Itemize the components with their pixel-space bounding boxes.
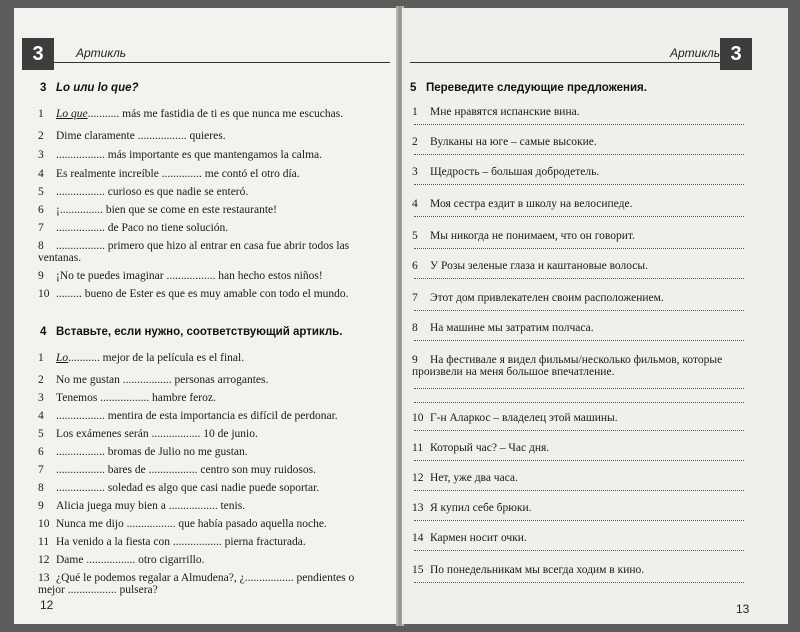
answer-line: [414, 402, 744, 403]
ex5-item-6: [412, 260, 648, 272]
ex5-item-14: [412, 532, 527, 544]
ex3-item-4: [38, 168, 300, 180]
item-text: Los exámenes serán ................. 10 de junio.: [56, 428, 258, 440]
ex4-item-9: [38, 500, 245, 512]
item-number: 10: [38, 288, 50, 300]
ex5-item-3: [412, 166, 599, 178]
header-rule-right: [410, 62, 728, 63]
ex3-item-5: [38, 186, 248, 198]
answer-line: [414, 310, 744, 311]
item-text: ................. bromas de Julio no me gustan.: [56, 446, 248, 458]
item-text: Nunca me dijo ................. que había pasado aquella noche.: [56, 518, 327, 530]
item-text: ................. mentira de esta importancia es difícil de perdonar.: [56, 410, 338, 422]
ex4-item-2: [38, 374, 268, 386]
item-number: 6: [38, 446, 44, 458]
ex4-item-3: [38, 392, 216, 404]
item-number: 5: [38, 186, 44, 198]
item-number: 3: [38, 392, 44, 404]
item-text: ¡............... bien que se come en este restaurante!: [56, 204, 277, 216]
item-number: 4: [38, 168, 44, 180]
answer-line: [414, 490, 744, 491]
ex4-item-8: [38, 482, 319, 494]
sample-answer: Lo: [56, 352, 69, 364]
item-number: 8: [38, 482, 44, 494]
item-text: ......... bueno de Ester es que es muy amable con todo el mundo.: [56, 288, 349, 300]
item-number: 3: [38, 149, 44, 161]
item-text: ........... más me fastidia de ti es que nunca me escuchas.: [87, 108, 344, 120]
ex3-item-6: [38, 204, 277, 216]
answer-line: [414, 278, 744, 279]
exercise-4-title: [40, 326, 342, 338]
ex4-item-6: [38, 446, 248, 458]
item-number: 3: [412, 166, 418, 178]
answer-line: [414, 550, 744, 551]
item-number: 15: [412, 564, 424, 576]
header-title: Артикль: [76, 46, 127, 60]
item-number: 1: [38, 108, 44, 120]
ex3-item-1: [38, 108, 343, 120]
ex5-item-2: [412, 136, 597, 148]
item-number: 9: [38, 500, 44, 512]
ex3-item-2: [38, 130, 226, 142]
ex4-item-1: [38, 352, 244, 364]
ex5-item-7: [412, 292, 664, 304]
item-number: 2: [412, 136, 418, 148]
item-number: 5: [38, 428, 44, 440]
item-number: 4: [412, 198, 418, 210]
answer-line: [414, 124, 744, 125]
item-number: 6: [412, 260, 418, 272]
answer-line: [414, 248, 744, 249]
answer-line: [414, 340, 744, 341]
item-number: 11: [38, 536, 50, 548]
ex5-item-12: [412, 472, 518, 484]
item-text: ¿Qué le podemos regalar a Almudena?, ¿................. pendientes o mejor ................. pulsera?: [38, 572, 355, 596]
item-number: 7: [38, 464, 44, 476]
ex4-item-10: [38, 518, 327, 530]
exercise-5-number: 5: [410, 82, 417, 94]
item-text: Ha venido a la fiesta con ................. pierna fracturada.: [56, 536, 306, 548]
ex4-item-13: [38, 572, 382, 596]
item-text: Кармен носит очки.: [430, 532, 527, 544]
exercise-3-number: 3: [40, 82, 47, 94]
answer-line: [414, 184, 744, 185]
answer-line: [414, 430, 744, 431]
ex4-item-5: [38, 428, 258, 440]
ex5-item-11: [412, 442, 549, 454]
item-text: ................. más importante es que mantengamos la calma.: [56, 149, 323, 161]
chapter-number-badge-right: 3: [720, 38, 752, 70]
item-text: Я купил себе брюки.: [430, 502, 532, 514]
item-number: 10: [38, 518, 50, 530]
item-text: Нет, уже два часа.: [430, 472, 518, 484]
item-number: 11: [412, 442, 424, 454]
item-text: Вулканы на юге – самые высокие.: [430, 136, 597, 148]
item-number: 7: [412, 292, 418, 304]
chapter-number-badge: 3: [22, 38, 54, 70]
header-title-right: Артикль: [670, 46, 721, 60]
item-text: Dame ................. otro cigarrillo.: [56, 554, 205, 566]
item-number: 9: [412, 354, 418, 366]
ex5-item-5: [412, 230, 635, 242]
ex3-item-9: [38, 270, 323, 282]
ex5-item-8: [412, 322, 594, 334]
ex5-item-9: [412, 354, 742, 378]
exercise-3-instruction: Lo или lo que?: [56, 82, 139, 94]
item-number: 14: [412, 532, 424, 544]
ex5-item-1: [412, 106, 580, 118]
item-text: ................. curioso es que nadie se enteró.: [56, 186, 249, 198]
ex4-item-7: [38, 464, 316, 476]
item-text: ........... mejor de la película es el final.: [68, 352, 245, 364]
exercise-4-number: 4: [40, 326, 47, 338]
ex3-item-3: [38, 149, 322, 161]
item-text: Щедрость – большая добродетель.: [430, 166, 600, 178]
ex3-item-8: [38, 240, 378, 264]
item-text: Который час? – Час дня.: [430, 442, 550, 454]
answer-line: [414, 520, 744, 521]
right-page: [402, 8, 788, 624]
item-number: 8: [412, 322, 418, 334]
item-text: ................. soledad es algo que casi nadie puede soportar.: [56, 482, 320, 494]
ex5-item-4: [412, 198, 632, 210]
sample-answer: Lo que: [56, 108, 88, 120]
item-text: Alicia juega muy bien a ................. tenis.: [56, 500, 246, 512]
item-number: 4: [38, 410, 44, 422]
ex4-item-11: [38, 536, 306, 548]
item-number: 2: [38, 130, 44, 142]
item-text: No me gustan ................. personas arrogantes.: [56, 374, 269, 386]
exercise-5-instruction: Переведите следующие предложения.: [426, 82, 647, 94]
item-text: Es realmente increíble .............. me contó el otro día.: [56, 168, 300, 180]
ex5-item-15: [412, 564, 644, 576]
item-text: Моя сестра ездит в школу на велосипеде.: [430, 198, 633, 210]
item-number: 6: [38, 204, 44, 216]
answer-line: [414, 388, 744, 389]
answer-line: [414, 460, 744, 461]
item-text: По понедельникам мы всегда ходим в кино.: [430, 564, 645, 576]
ex4-item-4: [38, 410, 338, 422]
left-page: [14, 8, 398, 624]
item-text: Мне нравятся испанские вина.: [430, 106, 580, 118]
item-number: 12: [38, 554, 50, 566]
exercise-3-title: [40, 82, 139, 94]
answer-line: [414, 582, 744, 583]
item-number: 9: [38, 270, 44, 282]
item-text: ................. bares de ................. centro son muy ruidosos.: [56, 464, 316, 476]
item-number: 1: [38, 352, 44, 364]
ex5-item-10: [412, 412, 618, 424]
ex3-item-10: [38, 288, 349, 300]
ex5-item-13: [412, 502, 531, 514]
item-number: 13: [412, 502, 424, 514]
ex3-item-7: [38, 222, 228, 234]
item-text: Мы никогда не понимаем, что он говорит.: [430, 230, 635, 242]
item-text: ¡No te puedes imaginar ................. han hecho estos niños!: [56, 270, 323, 282]
exercise-4-instruction: Вставьте, если нужно, соответствующий артикль.: [56, 326, 343, 338]
page-number-left: 12: [40, 598, 54, 612]
item-text: У Розы зеленые глаза и каштановые волосы.: [430, 260, 649, 272]
item-text: Этот дом привлекателен своим расположением.: [430, 292, 664, 304]
item-number: 2: [38, 374, 44, 386]
item-number: 1: [412, 106, 418, 118]
item-text: Г-н Аларкос – владелец этой машины.: [430, 412, 618, 424]
item-text: ................. de Paco no tiene solución.: [56, 222, 229, 234]
item-number: 13: [38, 572, 50, 584]
item-text: Dime claramente ................. quieres.: [56, 130, 226, 142]
exercise-5-title: [410, 82, 647, 94]
item-number: 5: [412, 230, 418, 242]
page-number-right: 13: [736, 602, 750, 616]
item-text: На фестивале я видел фильмы/несколько фильмов, которые произвели на меня большое впечатление.: [412, 354, 723, 378]
item-number: 8: [38, 240, 44, 252]
item-number: 7: [38, 222, 44, 234]
answer-line: [414, 154, 744, 155]
answer-line: [414, 216, 744, 217]
item-text: Tenemos ................. hambre feroz.: [56, 392, 216, 404]
item-text: На машине мы затратим полчаса.: [430, 322, 594, 334]
ex4-item-12: [38, 554, 205, 566]
header-rule: [54, 62, 390, 63]
item-number: 12: [412, 472, 424, 484]
item-text: ................. primero que hizo al entrar en casa fue abrir todos las ventanas.: [38, 240, 350, 264]
item-number: 10: [412, 412, 424, 424]
